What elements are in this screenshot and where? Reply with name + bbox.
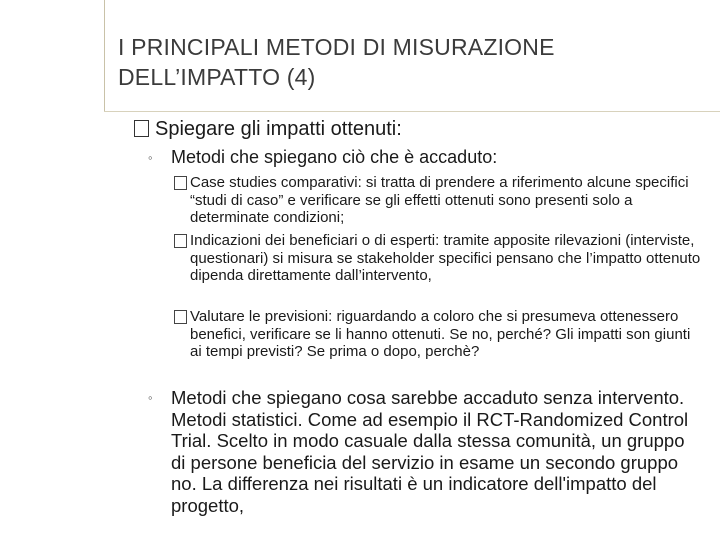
list-item-text: Valutare le previsioni: riguardando a coloro che si presumeva ottenessero benefici, verificare se li hanno ottenuti. Se no, perché? Gli impatti son giunti ai tempi previsti? Se prima o dopo, perchè?: [190, 308, 691, 360]
list-item: [174, 232, 704, 285]
slide-title: [118, 32, 698, 92]
section1-heading: Metodi che spiegano ciò che è accaduto:: [171, 147, 498, 167]
title-line-1: I PRINCIPALI METODI DI MISURAZIONE: [118, 34, 555, 60]
missing-glyph-icon: [174, 234, 187, 248]
level1-text: Spiegare gli impatti ottenuti:: [155, 118, 402, 140]
list-item-text: Case studies comparativi: si tratta di prendere a riferimento alcune specifici “studi di caso” e verificare se gli effetti ottenuti sono presenti solo a determinate condizioni;: [190, 174, 689, 226]
list-item: [174, 174, 704, 227]
title-line-2: DELL’IMPATTO (4): [118, 64, 316, 90]
list-item: [174, 308, 704, 361]
frame-line-vertical: [104, 0, 105, 112]
checkbox-bullet-icon: [134, 120, 149, 137]
section2-item: [148, 387, 703, 516]
section1-heading-item: [148, 147, 703, 168]
missing-glyph-icon: [174, 310, 187, 324]
level1-bullet: [134, 117, 694, 141]
missing-glyph-icon: [174, 176, 187, 190]
list-item-text: Indicazioni dei beneficiari o di esperti: tramite apposite rilevazioni (interviste, questionari) si misura se stakeholder specifici pensano che l’impatto ottenuto dipenda direttamente dall’intervento,: [190, 232, 701, 284]
section2-text: Metodi che spiegano cosa sarebbe accaduto senza intervento. Metodi statistici. Come ad esempio il RCT-Randomized Control Trial. Scelto in modo casuale dalla stessa comunità, un gruppo di persone beneficia del servizio in esame un secondo gruppo no. La differenza nei risultati è un indicatore dell'impatto del progetto,: [171, 387, 689, 516]
circle-bullet-icon: ◦: [148, 150, 153, 165]
circle-bullet-icon: ◦: [148, 390, 153, 405]
frame-line-horizontal: [104, 111, 720, 112]
